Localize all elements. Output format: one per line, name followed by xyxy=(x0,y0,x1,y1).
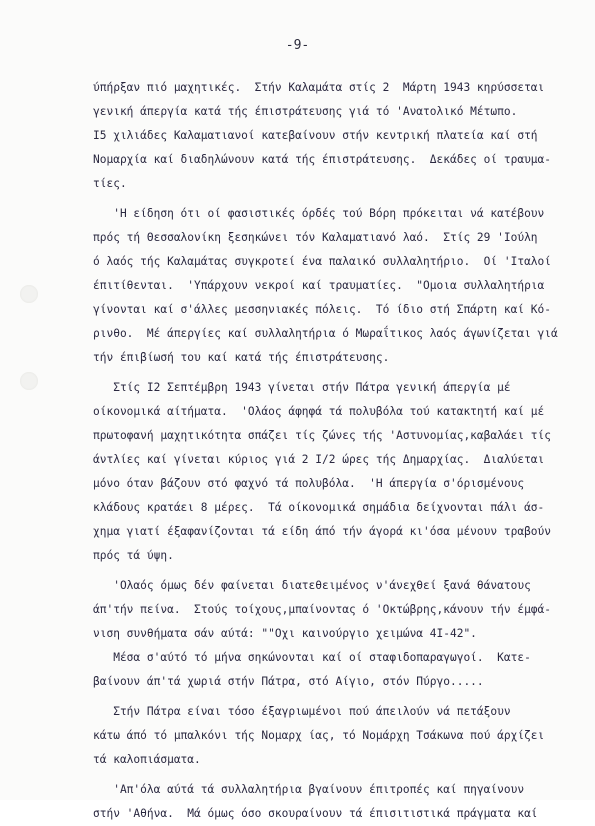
paragraph xyxy=(93,574,583,646)
text-line: 'Η είδηση ότι οί φασιστικές όρδές τού Βόρη πρόκειται νά κατέβουν xyxy=(93,207,545,220)
text-line: βαίνουν άπ'τά χωριά στήν Πάτρα, στό Αίγιο, στόν Πύργο..... xyxy=(93,675,484,688)
paragraph xyxy=(93,700,583,772)
text-line: ύπήρξαν πιό μαχητικές. Στήν Καλαμάτα στίς 2 Μάρτη 1943 κηρύσσεται xyxy=(93,81,545,94)
text-line: τίες. xyxy=(93,177,127,190)
text-line: I5 χιλιάδες Καλαματιανοί κατεβαίνουν στήν κεντρική πλατεία καί στή xyxy=(93,129,538,142)
text-line: πρωτοφανή μαχητικότητα σπάζει τίς ζώνες τής 'Αστυνομίας,καβαλάει τίς xyxy=(93,429,552,442)
paragraph xyxy=(93,646,583,694)
text-line: Στήν Πάτρα είναι τόσο έξαγριωμένοι πού άπειλούν νά πετάξουν xyxy=(93,705,511,718)
text-line: ό λαός τής Καλαμάτας συγκροτεί ένα παλαικό συλλαλητήριο. Οί 'Ιταλοί xyxy=(93,255,552,268)
paragraph xyxy=(93,202,583,370)
text-line: άντλίες καί γίνεται κύριος γιά 2 I/2 ώρες τής Δημαρχίας. Διαλύεται xyxy=(93,453,545,466)
text-line: πρός τή Θεσσαλονίκη ξεσηκώνει τόν Καλαματιανό λαό. Στίς 29 'Ιούλη xyxy=(93,231,538,244)
text-line: τήν έπιβίωσή του καί κατά τής έπιστράτευσης. xyxy=(93,351,390,364)
text-line: 'Απ'όλα αύτά τά συλλαλητήρια βγαίνουν έπιτροπές καί πηγαίνουν xyxy=(93,783,525,796)
paragraph xyxy=(93,376,583,568)
text-line: Νομαρχία καί διαδηλώνουν κατά τής έπιστράτευσης. Δεκάδες οί τραυμα- xyxy=(93,153,552,166)
text-line: πρός τά ύψη. xyxy=(93,549,174,562)
text-line: άπ'τήν πείνα. Στούς τοίχους,μπαίνοντας ό 'Οκτώβρης,κάνουν τήν έμφά- xyxy=(93,603,552,616)
page-number: -9- xyxy=(285,38,310,53)
text-line: Μέσα σ'αύτό τό μήνα σηκώνονται καί οί σταφιδοπαραγωγοί. Κατε- xyxy=(93,651,531,664)
text-line: 'Ολαός όμως δέν φαίνεται διατεθειμένος ν'άνεχθεί ξανά θάνατους xyxy=(93,579,531,592)
text-line: κάτω άπό τό μπαλκόνι τής Νομαρχ ίας, τό Νομάρχη Τσάκωνα πού άρχίζει xyxy=(93,729,545,742)
text-line: νιση συνθήματα σάν αύτά: ""Οχι καινούργιο χειμώνα 4I-42". xyxy=(93,627,477,640)
punch-hole-mark xyxy=(20,285,38,303)
paragraph xyxy=(93,76,583,196)
text-line: γενική άπεργία κατά τής έπιστράτευσης γιά τό 'Ανατολικό Μέτωπο. xyxy=(93,105,518,118)
text-line: Στίς I2 Σεπτέμβρη 1943 γίνεται στήν Πάτρα γενική άπεργία μέ xyxy=(93,381,511,394)
body-text xyxy=(93,76,583,826)
text-line: κλάδους κρατάει 8 μέρες. Τά οίκονομικά σημάδια δείχνονται πάλι άσ- xyxy=(93,501,545,514)
text-line: γίνονται καί σ'άλλες μεσσηνιακές πόλεις. Τό ίδιο στή Σπάρτη καί Κό- xyxy=(93,303,552,316)
text-line: ρινθο. Μέ άπεργίες καί συλλαλητήρια ό Μωραΐτικος λαός άγωνίζεται γιά xyxy=(93,327,558,340)
text-line: μόνο όταν βάζουν στό φαχνό τά πολυβόλα. 'Η άπεργία σ'όρισμένους xyxy=(93,477,525,490)
text-line: έπιτίθενται. 'Υπάρχουν νεκροί καί τραυματίες. "Ομοια συλλαλητήρια xyxy=(93,279,545,292)
text-line: οίκονομικά αίτήματα. 'Ολάος άφηφά τά πολυβόλα τού κατακτητή καί μέ xyxy=(93,405,545,418)
text-line: τά καλοπιάσματα. xyxy=(93,753,201,766)
paragraph xyxy=(93,778,583,826)
text-line: στήν 'Αθήνα. Μά όμως όσο σκουραίνουν τά έπισιτιστικά πράγματα καί xyxy=(93,807,538,820)
text-line: χημα γιατί έξαφανίζονται τά είδη άπό τήν άγορά κι'όσα μένουν τραβούν xyxy=(93,525,552,538)
punch-hole-mark xyxy=(20,372,38,390)
